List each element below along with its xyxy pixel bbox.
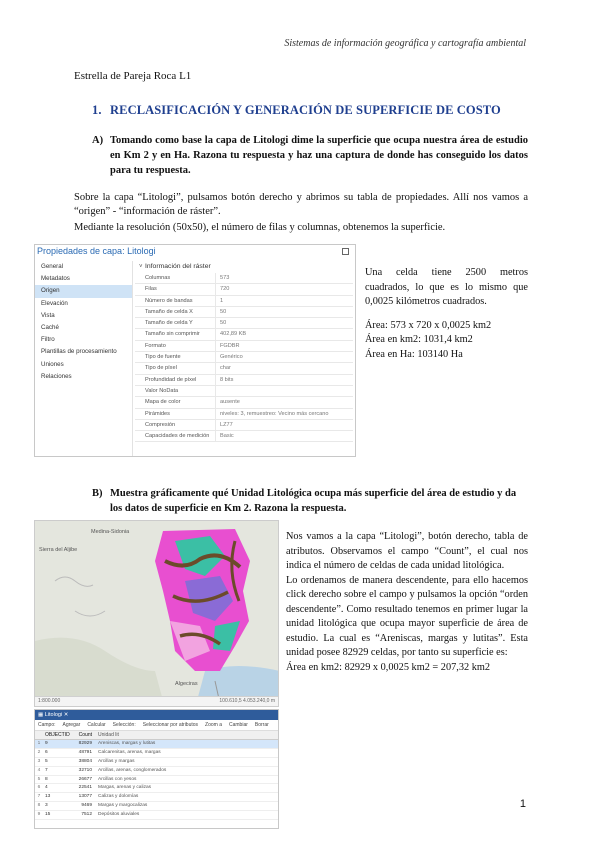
row-number: 5 xyxy=(37,776,41,782)
prop-key: Tipo de fuente xyxy=(145,354,181,361)
attribute-table-tab[interactable]: ▦ Litologi ✕ xyxy=(35,710,278,720)
answer-a-area: Área: 573 x 720 x 0,0025 km2 xyxy=(365,319,492,331)
cell-unidad: Arcillas con yesos xyxy=(98,776,137,782)
col-unidad[interactable]: Unidad lit xyxy=(98,732,119,738)
tool-seleccion: Selección: xyxy=(112,722,136,728)
question-b-label: B) xyxy=(92,488,103,499)
map-scale[interactable]: 1:800.000 xyxy=(38,698,61,704)
prop-value: 50 xyxy=(215,307,353,317)
nav-item-metadatos[interactable]: Metadatos xyxy=(41,275,70,283)
prop-row xyxy=(135,363,353,374)
attribute-table-toolbar xyxy=(35,720,278,731)
prop-row xyxy=(135,420,353,431)
prop-key: Tipo de píxel xyxy=(145,365,177,372)
nav-item-filtro[interactable]: Filtro xyxy=(41,336,55,344)
prop-row xyxy=(135,273,353,284)
prop-value: 720 xyxy=(215,284,353,294)
cell-count: 9469 xyxy=(81,803,92,809)
answer-b-p2: Lo ordenamos de manera descendente, para ello hacemos click derecho sobre el campo y pulsamos la opción “orden descendente”. Como resultado tenemos en primer lugar la unidad litológica que ocupa mayor superficie de área de estudio. La cual es “Areniscas, margas y lutitas”. Esta unidad posee 82929 celdas, por tanto su superficie es: xyxy=(286,574,528,658)
section-title: RECLASIFICACIÓN Y GENERACIÓN DE SUPERFICIE DE COSTO xyxy=(110,103,501,117)
cell-objectid: 8 xyxy=(45,776,48,782)
nav-item-general[interactable]: General xyxy=(41,263,64,270)
table-body xyxy=(35,740,278,820)
answer-a xyxy=(365,266,528,362)
table-header xyxy=(35,731,278,740)
attribute-table xyxy=(34,709,279,829)
prop-value: 573 xyxy=(215,273,353,283)
cell-count: 26677 xyxy=(78,776,92,782)
map-label-medina: Medina-Sidonia xyxy=(91,529,130,535)
question-a-label: A) xyxy=(92,135,104,146)
prop-row xyxy=(135,318,353,329)
nav-item-vista[interactable]: Vista xyxy=(41,311,55,319)
answer-b xyxy=(286,530,528,675)
question-b xyxy=(92,486,528,516)
row-number: 8 xyxy=(37,803,41,809)
prop-key: Columnas xyxy=(145,275,171,281)
map-coordinates: 100.610,5 4.053.240,0 m xyxy=(219,698,275,704)
prop-key: Número de bandas xyxy=(145,297,193,304)
cell-unidad: Areniscas, margas y lutitas xyxy=(98,741,156,746)
cell-unidad: Margas, arenas y calizas xyxy=(98,785,152,791)
layer-properties-dialog xyxy=(34,244,356,457)
table-row[interactable] xyxy=(35,784,278,793)
prop-key: Capacidades de medición xyxy=(145,433,210,440)
table-row[interactable] xyxy=(35,767,278,776)
prop-value: 50 xyxy=(215,318,353,328)
nav-item-relaciones[interactable]: Relaciones xyxy=(41,372,72,380)
cell-objectid: 4 xyxy=(45,785,48,791)
map-label-algeciras: Algeciras xyxy=(175,681,198,687)
paragraph-a1: Sobre la capa “Litologi”, pulsamos botón derecho y abrimos su tabla de propiedades. Allí nos vamos a “origen” - “información de ráster”. xyxy=(74,192,528,217)
paragraph-a2: Mediante la resolución (50x50), el número de filas y columnas, obtenemos la superficie. xyxy=(74,222,446,233)
section-heading xyxy=(92,103,501,118)
prop-key: Filas xyxy=(145,286,157,293)
raster-info-title: Información del ráster xyxy=(145,263,211,270)
prop-row xyxy=(135,352,353,363)
cell-objectid: 3 xyxy=(45,803,48,809)
dialog-body xyxy=(135,261,353,454)
tool-cambiar[interactable]: Cambiar xyxy=(229,722,248,728)
prop-row xyxy=(135,341,353,352)
author-line: Estrella de Pareja Roca L1 xyxy=(74,70,192,82)
prop-row xyxy=(135,431,353,442)
prop-value: 1 xyxy=(215,296,353,306)
col-count[interactable]: Count xyxy=(78,732,92,738)
prop-key: Compresión xyxy=(145,421,176,428)
prop-value xyxy=(215,386,353,396)
cell-objectid: 15 xyxy=(45,812,51,818)
prop-row xyxy=(135,329,353,340)
prop-key: Profundidad de píxel xyxy=(145,376,197,383)
prop-value: Basic xyxy=(215,431,353,441)
prop-value: 8 bits xyxy=(215,375,353,385)
nav-item-elevacion[interactable]: Elevación xyxy=(41,299,68,307)
prop-row xyxy=(135,375,353,386)
map-status-bar xyxy=(35,696,278,706)
table-row[interactable] xyxy=(35,740,278,749)
cell-unidad: Arcillas y margas xyxy=(98,758,135,764)
prop-value: niveles: 3, remuestreo: Vecino más cercano xyxy=(215,409,353,419)
running-header: Sistemas de información geográfica y cartografía ambiental xyxy=(284,38,526,49)
raster-info-table xyxy=(135,273,353,442)
prop-key: Tamaño sin comprimir xyxy=(145,331,200,338)
col-objectid[interactable]: OBJECTID xyxy=(45,732,70,738)
dialog-nav xyxy=(35,261,133,456)
table-row[interactable] xyxy=(35,793,278,802)
chevron-down-icon: ˅ xyxy=(139,264,143,270)
nav-item-cache[interactable]: Caché xyxy=(41,323,59,331)
table-row[interactable] xyxy=(35,749,278,758)
cell-count: 32710 xyxy=(78,767,92,773)
question-a-text: Tomando como base la capa de Litologi dime la superficie que ocupa nuestra área de estudio en Km 2 y en Ha. Razona tu respuesta y haz una captura de donde has conseguido los datos para tu respuesta. xyxy=(110,135,528,176)
row-number: 1 xyxy=(37,741,41,746)
page-number: 1 xyxy=(519,798,526,810)
tool-agregar[interactable]: Agregar xyxy=(62,722,81,728)
cell-unidad: Calizas y dolomías xyxy=(98,794,139,800)
dialog-title: Propiedades de capa: Litologi xyxy=(37,246,156,256)
answer-a-km2: Área en km2: 1031,4 km2 xyxy=(365,334,473,345)
prop-value: FGDBR xyxy=(215,341,353,351)
row-number: 3 xyxy=(37,758,41,764)
prop-key: Tamaño de celda Y xyxy=(145,320,193,327)
cell-count: 82929 xyxy=(78,741,92,746)
raster-info-header[interactable] xyxy=(135,261,353,273)
attribute-table-tab-label: Litologi xyxy=(44,712,63,718)
prop-key: Valor NoData xyxy=(145,387,179,394)
cell-count: 48791 xyxy=(78,749,92,755)
answer-a-p1: Una celda tiene 2500 metros cuadrados, lo que es lo mismo que 0,0025 kilómetros cuadrados. xyxy=(365,267,528,307)
nav-item-plantillas[interactable]: Plantillas de procesamiento xyxy=(41,348,117,356)
table-row[interactable] xyxy=(35,758,278,767)
nav-item-origen[interactable]: Origen xyxy=(35,285,132,297)
prop-row xyxy=(135,397,353,408)
prop-value: 402,89 KB xyxy=(215,329,353,339)
cell-objectid: 9 xyxy=(45,741,48,746)
tool-zoom[interactable]: Zoom a xyxy=(205,722,222,728)
prop-row xyxy=(135,284,353,295)
cell-count: 22541 xyxy=(78,785,92,791)
prop-key: Mapa de color xyxy=(145,399,181,406)
prop-value: LZ77 xyxy=(215,420,353,430)
row-number: 4 xyxy=(37,767,41,773)
cell-unidad: Calcarenitas, arenas, margas xyxy=(98,749,161,755)
nav-item-uniones[interactable]: Uniones xyxy=(41,360,64,368)
prop-row xyxy=(135,409,353,420)
row-number: 9 xyxy=(37,812,41,818)
prop-value: ausente xyxy=(215,397,353,407)
tool-campo: Campo: xyxy=(38,722,56,728)
prop-row xyxy=(135,307,353,318)
cell-count: 38804 xyxy=(78,758,92,764)
table-row[interactable] xyxy=(35,811,278,820)
prop-value: char xyxy=(215,363,353,373)
tool-calcular[interactable]: Calcular xyxy=(87,722,106,728)
table-row[interactable] xyxy=(35,776,278,785)
prop-key: Tamaño de celda X xyxy=(145,308,193,315)
row-number: 2 xyxy=(37,749,41,755)
cell-unidad: Margas y margocalizas xyxy=(98,803,148,809)
answer-a-ha: Área en Ha: 103140 Ha xyxy=(365,348,463,360)
map-label-sierra: Sierra del Aljibe xyxy=(39,547,78,553)
cell-unidad: Depósitos aluviales xyxy=(98,812,140,818)
lithology-map xyxy=(34,520,279,707)
question-a xyxy=(92,133,528,178)
cell-objectid: 7 xyxy=(45,767,48,773)
table-row[interactable] xyxy=(35,802,278,811)
tool-borrar[interactable]: Borrar xyxy=(254,722,269,728)
question-b-text: Muestra gráficamente qué Unidad Litológica ocupa más superficie del área de estudio y da los datos de superficie en Km 2. Razona la respuesta. xyxy=(110,488,517,514)
cell-count: 7512 xyxy=(81,812,92,818)
prop-row xyxy=(135,296,353,307)
answer-b-area: Área en km2: 82929 x 0,0025 km2 = 207,32 km2 xyxy=(286,661,491,673)
cell-objectid: 5 xyxy=(45,758,48,764)
prop-key: Formato xyxy=(145,342,166,349)
cell-objectid: 13 xyxy=(45,794,51,800)
tool-select-by-attr[interactable]: Seleccionar por atributos xyxy=(142,722,199,728)
answer-b-p1: Nos vamos a la capa “Litologi”, botón derecho, tabla de atributos. Observamos el campo “Count”, el cual nos indica el número de celdas de cada unidad litológica. xyxy=(286,531,528,571)
cell-count: 13077 xyxy=(78,794,92,800)
cell-unidad: Arcillas, arenas, conglomerados xyxy=(98,767,167,773)
prop-key: Pirámides xyxy=(145,410,170,417)
maximize-icon[interactable] xyxy=(342,248,349,255)
row-number: 6 xyxy=(37,785,41,791)
section-number: 1. xyxy=(92,103,102,117)
prop-value: Genérico xyxy=(215,352,353,362)
row-number: 7 xyxy=(37,794,41,800)
prop-row xyxy=(135,386,353,397)
cell-objectid: 6 xyxy=(45,749,48,755)
